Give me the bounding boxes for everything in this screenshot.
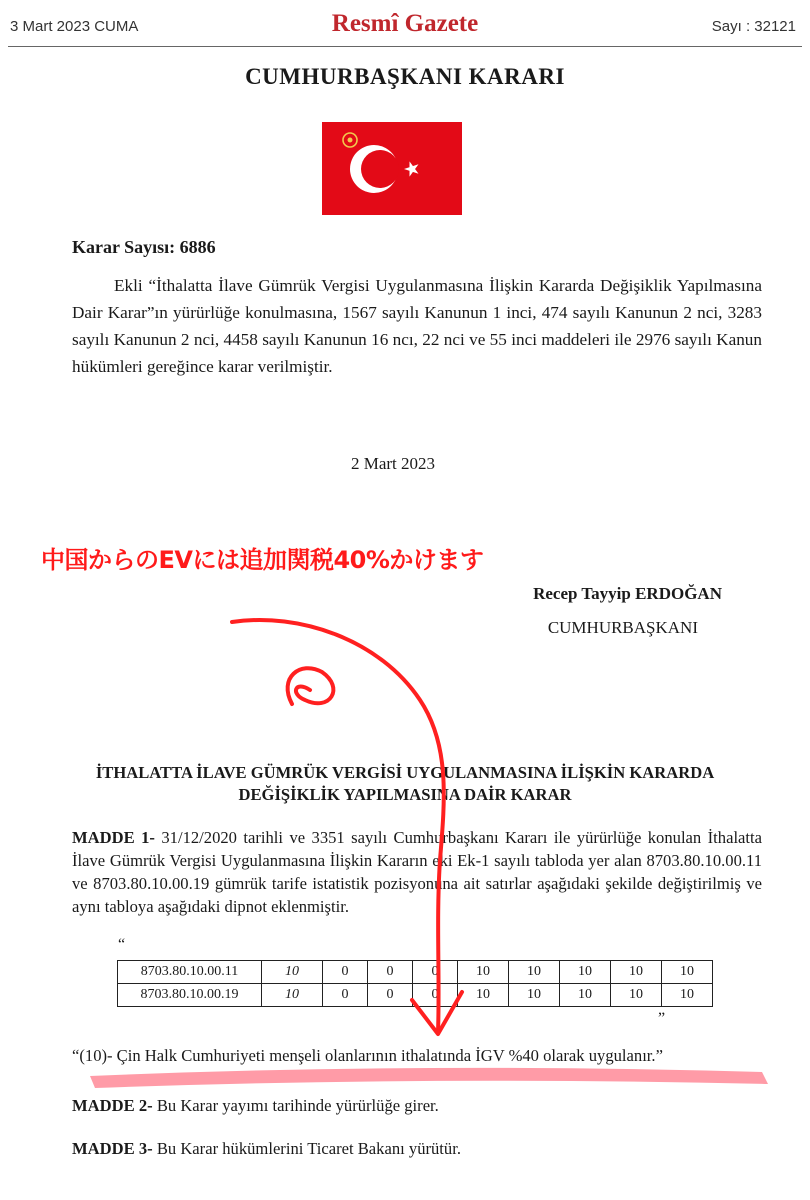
table-cell: 10 (509, 984, 560, 1007)
section-title (40, 762, 770, 806)
table-cell: 0 (368, 984, 413, 1007)
article-3-label: MADDE 3- (72, 1139, 153, 1158)
decision-title: CUMHURBAŞKANI KARARI (245, 64, 565, 89)
table-row (118, 961, 713, 984)
table-cell: 10 (458, 984, 509, 1007)
article-1 (72, 826, 762, 918)
issue-date: 3 Mart 2023 CUMA (10, 18, 139, 35)
table-cell: 10 (611, 961, 662, 984)
tariff-table (117, 960, 713, 1007)
gazette-title: Resmî Gazete (331, 10, 479, 37)
article-2-label: MADDE 2- (72, 1096, 153, 1115)
table-cell: 10 (560, 984, 611, 1007)
section-title-line-1: İTHALATTA İLAVE GÜMRÜK VERGİSİ UYGULANMASINA İLİŞKİN KARARDA (95, 763, 715, 782)
table-cell: 10 (262, 984, 323, 1007)
table-cell: 10 (611, 984, 662, 1007)
table-cell: 10 (509, 961, 560, 984)
table-cell: 10 (560, 961, 611, 984)
footnote: “(10)- Çin Halk Cumhuriyeti menşeli olanlarının ithalatında İGV %40 olarak uygulanır.” (72, 1046, 663, 1065)
intro-paragraph: Ekli “İthalatta İlave Gümrük Vergisi Uygulanmasına İlişkin Kararda Değişiklik Yapılmasına Dair Karar”ın yürürlüğe konulmasına, 1567 sayılı Kanunun 1 inci, 474 sayılı Kanunun 2 nci, 3283 sayılı Kanunun 2 nci, 4458 sayılı Kanunun 16 ncı, 22 nci ve 55 inci maddeleri ile 2976 sayılı Kanun hükümleri gereğince karar verilmiştir. (72, 276, 762, 376)
table-cell: 10 (262, 961, 323, 984)
article-3-text: Bu Karar hükümlerini Ticaret Bakanı yürütür. (156, 1139, 461, 1158)
section-title-line-2: DEĞİŞİKLİK YAPILMASINA DAİR KARAR (238, 785, 572, 804)
signer-role: CUMHURBAŞKANI (547, 618, 698, 637)
table-cell: 10 (458, 961, 509, 984)
signer-name: Recep Tayyip ERDOĞAN (533, 584, 722, 603)
table-close-quote: ” (658, 1010, 666, 1027)
issue-number: Sayı : 32121 (711, 18, 796, 35)
table-cell: 10 (662, 984, 713, 1007)
signing-date: 2 Mart 2023 (350, 454, 436, 473)
japanese-annotation: 中国からのEVには追加関税40%かけます (41, 546, 484, 574)
turkish-flag-icon (322, 122, 462, 215)
tariff-code: 8703.80.10.00.11 (118, 961, 262, 984)
header-divider (8, 46, 802, 47)
footnote-highlight-stroke (90, 1068, 768, 1088)
table-cell: 0 (368, 961, 413, 984)
article-2-text: Bu Karar yayımı tarihinde yürürlüğe girer. (156, 1096, 439, 1115)
loop-stroke (288, 668, 334, 704)
article-2 (72, 1096, 439, 1116)
table-row (118, 984, 713, 1007)
table-cell: 0 (413, 961, 458, 984)
article-1-label: MADDE 1- (72, 828, 155, 847)
article-3 (72, 1139, 461, 1159)
table-cell: 0 (323, 984, 368, 1007)
table-cell: 0 (323, 961, 368, 984)
tariff-code: 8703.80.10.00.19 (118, 984, 262, 1007)
table-cell: 0 (413, 984, 458, 1007)
table-open-quote: “ (118, 936, 126, 953)
table-cell: 10 (662, 961, 713, 984)
article-1-text: 31/12/2020 tarihli ve 3351 sayılı Cumhurbaşkanı Kararı ile yürürlüğe konulan İthalatta İlave Gümrük Vergisi Uygulanmasına İlişkin Kararın eki Ek-1 sayılı tabloda yer alan 8703.80.10.00.11 ve 8703.80.10.00.19 gümrük tarife istatistik pozisyonuna ait satırlar aşağıdaki şekilde değiştirilmiş ve aynı tabloya aşağıdaki dipnot eklenmiştir. (72, 828, 763, 916)
decision-number: Karar Sayısı: 6886 (72, 237, 216, 257)
